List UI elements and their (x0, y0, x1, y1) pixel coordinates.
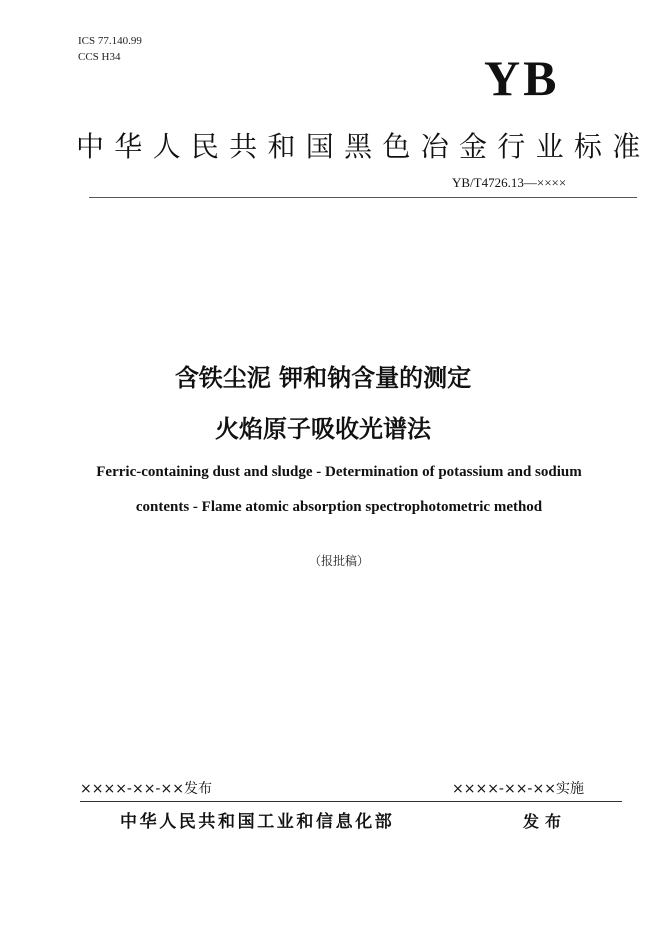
implementation-date: ××××-××-××实施 (452, 781, 584, 797)
issuing-authority: 中华人民共和国工业和信息化部 (120, 812, 395, 832)
standard-type-heading: 中华人民共和国黑色冶金行业标准 (76, 130, 651, 163)
ccs-code: CCS H34 (78, 51, 121, 63)
publish-date: ××××-××-××发布 (80, 781, 212, 797)
english-title-line-2: contents - Flame atomic absorption spectrophotometric method (135, 499, 543, 515)
header-divider (89, 197, 637, 198)
chinese-title-line-1: 含铁尘泥 钾和钠含量的测定 (174, 364, 472, 392)
footer-divider (80, 801, 622, 802)
issue-label: 发布 (523, 812, 568, 831)
ics-code: ICS 77.140.99 (78, 35, 142, 47)
standard-logo: YB (484, 50, 560, 106)
chinese-title-line-2: 火焰原子吸收光谱法 (215, 415, 431, 443)
draft-status-label: （报批稿） (308, 554, 369, 568)
english-title-line-1: Ferric-containing dust and sludge - Determination of potassium and sodium (96, 464, 582, 480)
document-number: YB/T4726.13—×××× (452, 175, 567, 190)
